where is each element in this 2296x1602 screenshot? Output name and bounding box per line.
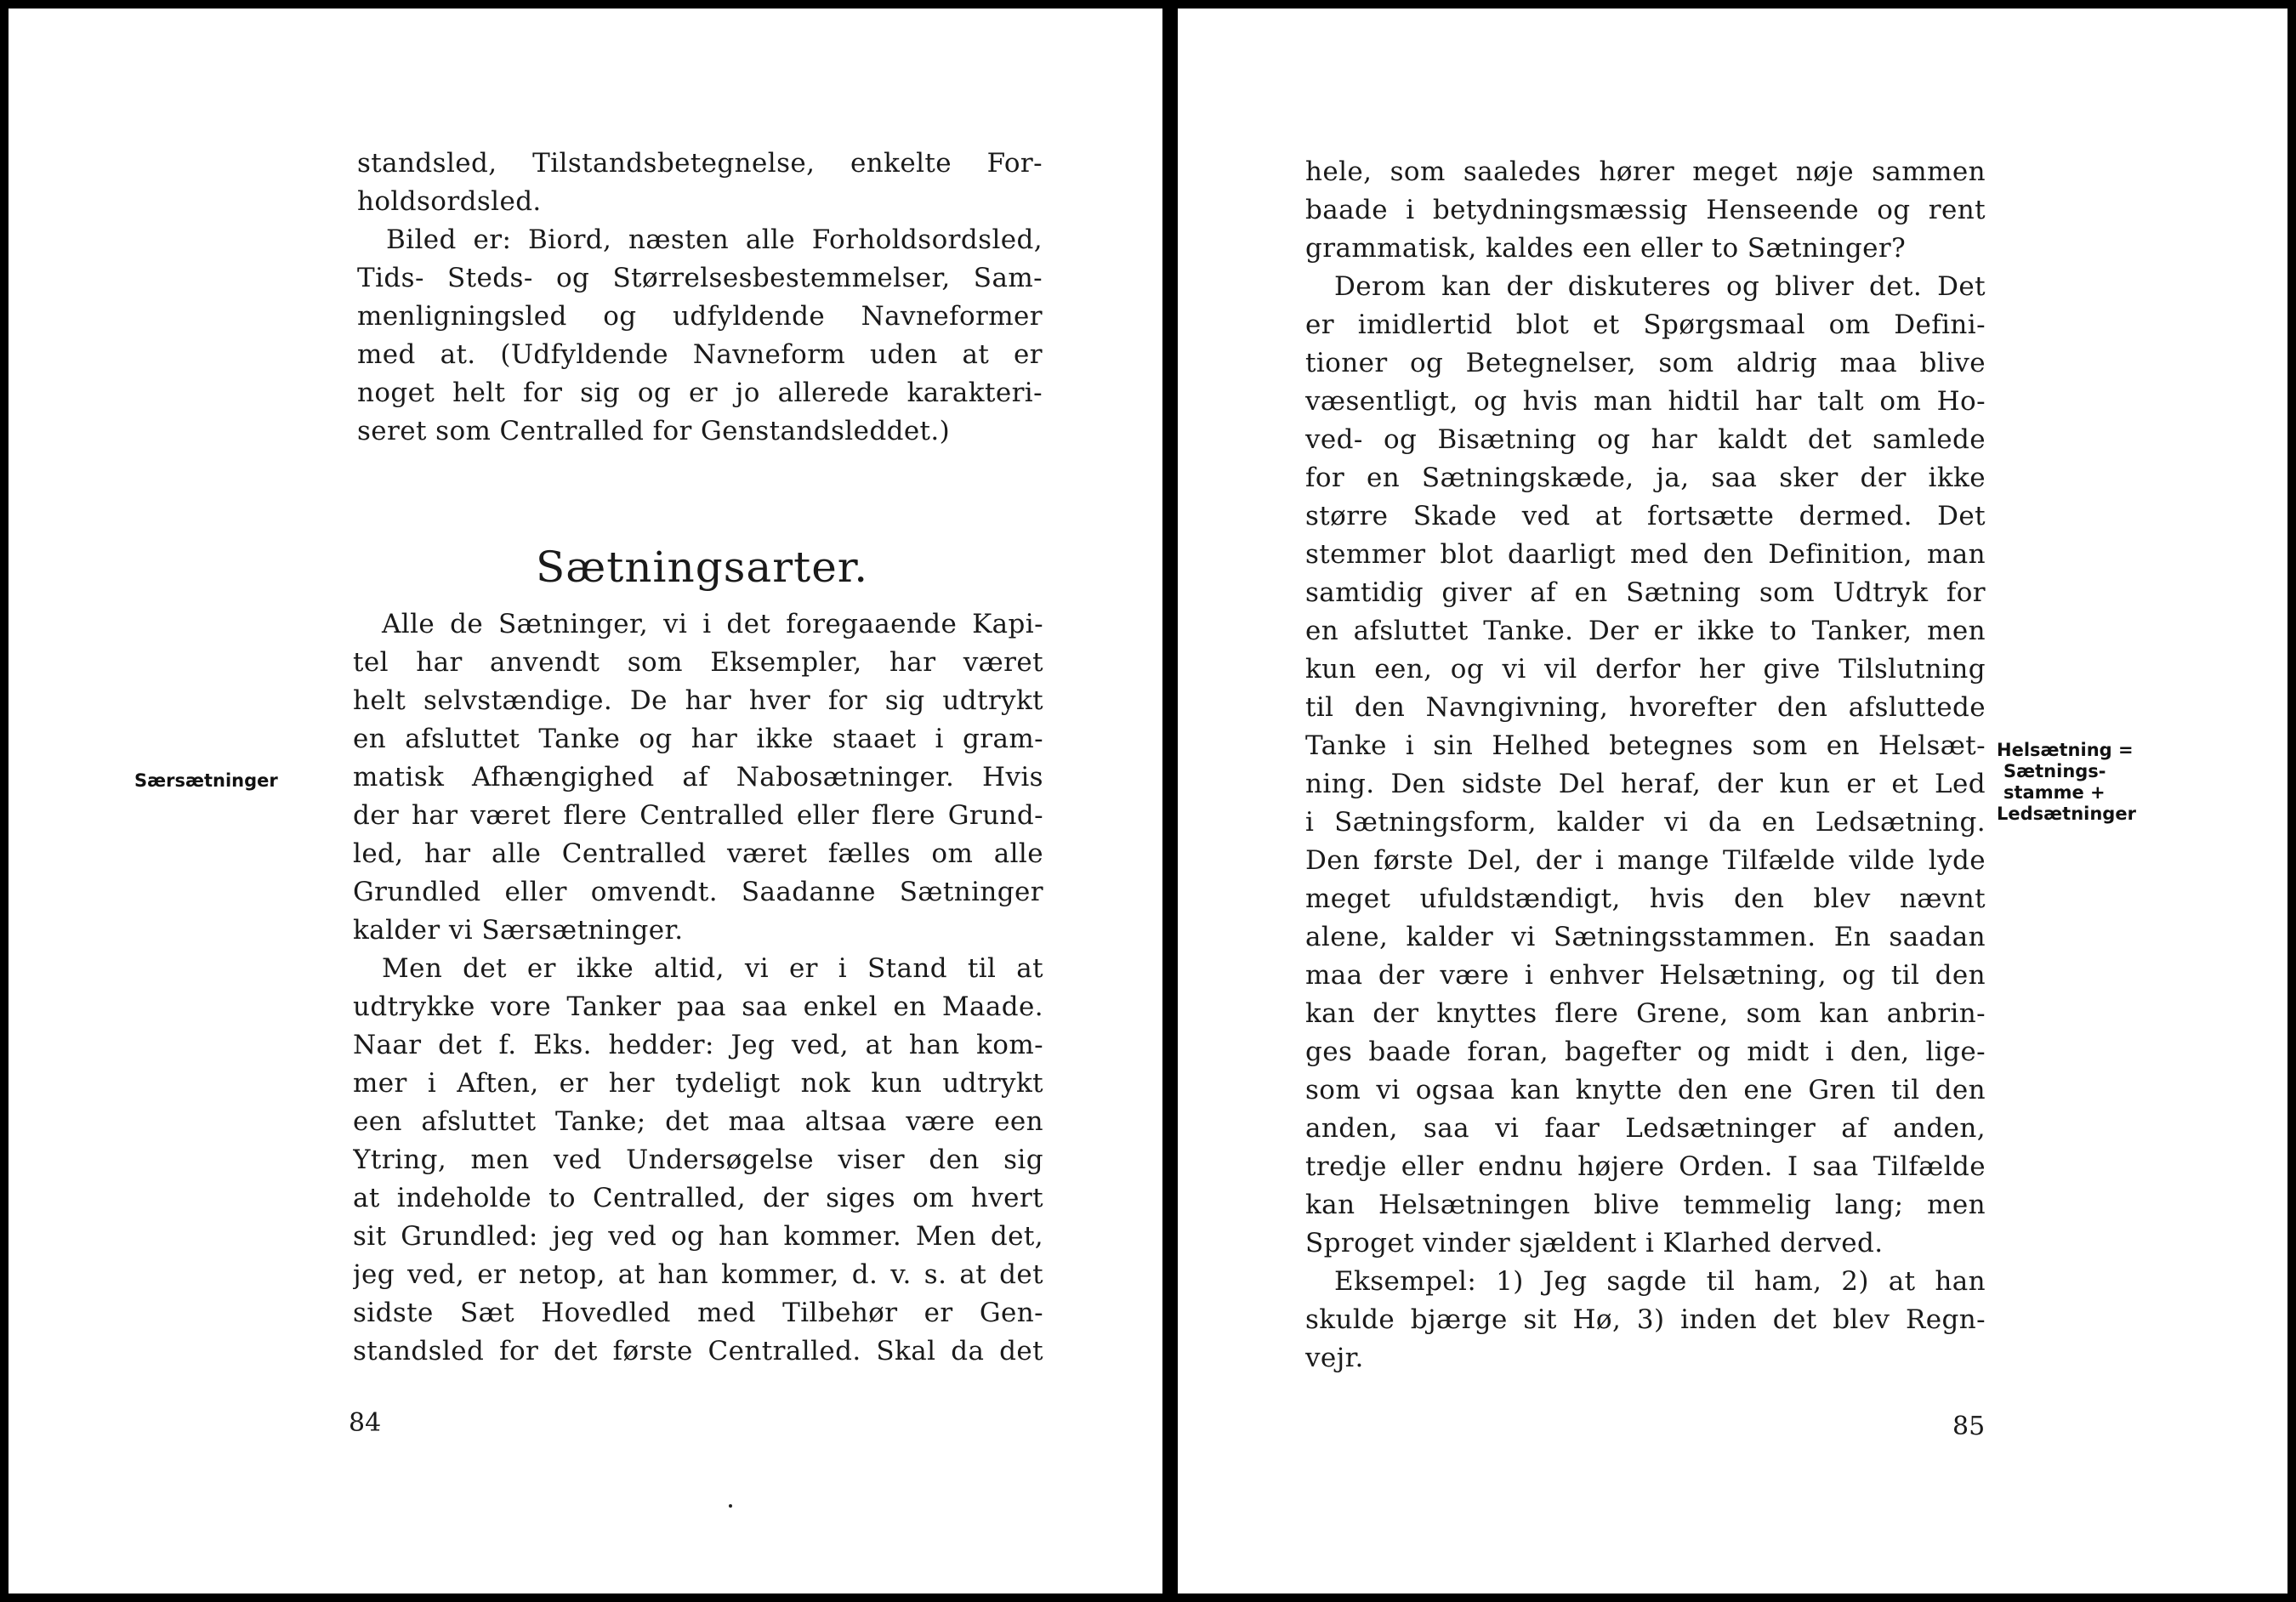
text-line: tel har anvendt som Eksempler, har været	[353, 647, 1043, 678]
text-line: der har været flere Centralled eller flere Grund-	[353, 800, 1043, 831]
text-line: led, har alle Centralled været fælles om alle	[353, 838, 1043, 869]
left-top-paragraphs	[357, 145, 1043, 451]
text-line: grammatisk, kaldes een eller to Sætninger?	[1305, 233, 1907, 264]
text-line: noget helt for sig og er jo allerede karakteri-	[357, 378, 1043, 408]
text-line: væsentligt, og hvis man hidtil har talt om Ho-	[1305, 386, 1986, 417]
text-line: jeg ved, er netop, at han kommer, d. v. s. at det	[353, 1259, 1043, 1290]
text-line: ved- og Bisætning og har kaldt det samlede	[1305, 424, 1986, 455]
left-body-paragraphs	[353, 605, 1043, 1371]
text-line: kun een, og vi vil derfor her give Tilslutning	[1305, 654, 1986, 685]
text-line: sit Grundled: jeg ved og han kommer. Men det,	[353, 1221, 1043, 1252]
text-line: baade i betydningsmæssig Henseende og rent	[1305, 195, 1986, 225]
text-line: sidste Sæt Hovedled med Tilbehør er Gen-	[353, 1298, 1043, 1328]
text-line: stemmer blot daarligt med den Definition, man	[1305, 539, 1986, 570]
text-line: hele, som saaledes hører meget nøje sammen	[1305, 156, 1986, 187]
text-line: kan Helsætningen blive temmelig lang; men	[1305, 1190, 1986, 1220]
text-line: ning. Den sidste Del heraf, der kun er et Led	[1305, 769, 1986, 799]
text-line: ges baade foran, bagefter og midt i den, lige-	[1305, 1037, 1986, 1067]
page-number: 84	[349, 1408, 382, 1438]
text-line: Men det er ikke altid, vi er i Stand til at	[382, 953, 1043, 984]
text-line: til den Navngivning, hvorefter den afsluttede	[1305, 692, 1986, 723]
text-line: Biled er: Biord, næsten alle Forholdsordsled,	[386, 224, 1043, 255]
text-line: standsled, Tilstandsbetegnelse, enkelte For-	[357, 148, 1043, 179]
marginal-line: Helsætning =	[1997, 740, 2134, 760]
text-line: Sproget vinder sjældent i Klarhed derved.	[1305, 1228, 1884, 1258]
text-line: kalder vi Særsætninger.	[353, 915, 684, 946]
text-line: er imidlertid blot et Spørgsmaal om Defini-	[1305, 310, 1986, 340]
text-line: med at. (Udfyldende Navneform uden at er	[357, 339, 1043, 370]
marginal-note: Særsætninger	[134, 770, 278, 791]
left-page	[9, 9, 1162, 1593]
text-line: anden, saa vi faar Ledsætninger af anden,	[1305, 1113, 1986, 1144]
marginal-note	[1997, 740, 2136, 825]
text-line: skulde bjærge sit Hø, 3) inden det blev Regn-	[1305, 1304, 1986, 1335]
text-line: holdsordsled.	[357, 186, 542, 217]
text-line: Naar det f. Eks. hedder: Jeg ved, at han kom-	[353, 1030, 1043, 1060]
text-line: alene, kalder vi Sætningsstammen. En saadan	[1305, 922, 1986, 952]
text-line: Alle de Sætninger, vi i det foregaaende Kapi-	[382, 609, 1043, 639]
text-line: en afsluttet Tanke. Der er ikke to Tanker, men	[1305, 616, 1986, 646]
right-body-paragraphs	[1305, 153, 1986, 1378]
text-line: samtidig giver af en Sætning som Udtryk for	[1305, 577, 1986, 608]
text-line: at indeholde to Centralled, der siges om hvert	[353, 1183, 1043, 1213]
text-line: for en Sætningskæde, ja, saa sker der ikke	[1305, 463, 1986, 493]
text-line: vejr.	[1305, 1343, 1364, 1373]
text-line: Ytring, men ved Undersøgelse viser den sig	[353, 1145, 1043, 1175]
text-line: een afsluttet Tanke; det maa altsaa være een	[353, 1106, 1043, 1137]
print-speck	[729, 1504, 732, 1508]
text-line: maa der være i enhver Helsætning, og til den	[1305, 960, 1986, 991]
text-line: menligningsled og udfyldende Navneformer	[357, 301, 1043, 332]
text-line: tioner og Betegnelser, som aldrig maa blive	[1305, 348, 1986, 378]
text-line: større Skade ved at fortsætte dermed. Det	[1305, 501, 1986, 531]
text-line: helt selvstændige. De har hver for sig udtrykt	[353, 685, 1043, 716]
text-line: Den første Del, der i mange Tilfælde vilde lyde	[1305, 845, 1986, 876]
text-line: matisk Afhængighed af Nabosætninger. Hvis	[353, 762, 1043, 792]
text-line: som vi ogsaa kan knytte den ene Gren til den	[1305, 1075, 1986, 1105]
text-line: tredje eller endnu højere Orden. I saa Tilfælde	[1305, 1151, 1986, 1182]
marginal-line: Sætnings-	[2003, 761, 2106, 781]
section-heading: Sætningsarter.	[536, 543, 869, 592]
text-line: meget ufuldstændigt, hvis den blev nævnt	[1305, 883, 1986, 914]
text-line: Derom kan der diskuteres og bliver det. Det	[1334, 271, 1986, 302]
marginal-line: Ledsætninger	[1997, 804, 2136, 824]
text-line: en afsluttet Tanke og har ikke staaet i gram-	[353, 724, 1043, 754]
text-line: mer i Aften, er her tydeligt nok kun udtrykt	[353, 1068, 1043, 1099]
text-line: standsled for det første Centralled. Skal da det	[353, 1336, 1043, 1366]
marginal-line: stamme +	[2003, 782, 2106, 803]
text-line: Eksempel: 1) Jeg sagde til ham, 2) at han	[1334, 1266, 1986, 1297]
text-line: kan der knyttes flere Grene, som kan anbrin-	[1305, 998, 1986, 1029]
text-line: seret som Centralled for Genstandsleddet.)	[357, 416, 951, 446]
text-line: i Sætningsform, kalder vi da en Ledsætning.	[1305, 807, 1986, 838]
page-number: 85	[1952, 1412, 1986, 1441]
text-line: Tanke i sin Helhed betegnes som en Helsæt-	[1305, 730, 1986, 761]
text-line: udtrykke vore Tanker paa saa enkel en Maade.	[353, 991, 1043, 1022]
text-line: Tids- Steds- og Størrelsesbestemmelser, Sam-	[357, 263, 1043, 293]
text-line: Grundled eller omvendt. Saadanne Sætninger	[353, 877, 1043, 907]
right-page	[1178, 9, 2287, 1593]
